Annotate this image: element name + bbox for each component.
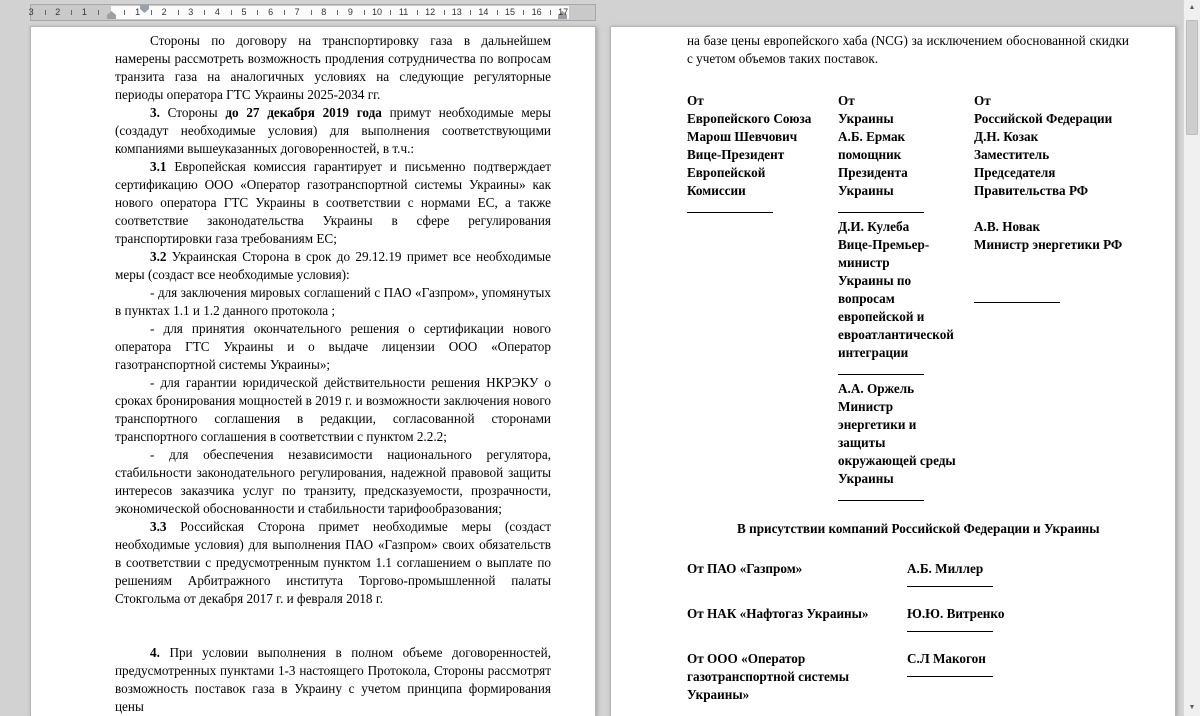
signature-text-line[interactable]: вопросам	[838, 291, 895, 306]
company-signatures	[687, 560, 1129, 704]
signature-gap	[974, 254, 1129, 272]
signature-underline-row	[838, 362, 974, 380]
paragraph[interactable]	[115, 158, 551, 248]
signature-text-line[interactable]: От	[687, 93, 704, 108]
paragraph-bold-segment: 3.3	[150, 519, 167, 534]
signature-text-line[interactable]: Комиссии	[687, 183, 746, 198]
signature-text-line[interactable]: европейской и	[838, 309, 925, 324]
ruler-number: 16	[531, 7, 542, 17]
company-signer-name[interactable]	[907, 650, 1129, 677]
signature-text-line[interactable]: интеграции	[838, 345, 909, 360]
signature-underline	[907, 631, 993, 632]
ruler-tick	[257, 10, 258, 15]
paragraph-bold-segment: 3.2	[150, 249, 167, 264]
signature-text-line[interactable]: А.А. Оржель	[838, 381, 915, 396]
ruler-number: 15	[504, 7, 516, 17]
document-page-left[interactable]	[30, 26, 596, 716]
signature-underline	[838, 488, 924, 501]
signature-underline-row	[838, 200, 974, 218]
paragraph-bold-segment: 3.1	[150, 159, 167, 174]
company-signature-row	[687, 560, 1129, 587]
signature-column	[687, 92, 838, 506]
ruler-number: 1	[135, 7, 141, 17]
paragraph-segment: - для обеспечения независимости национального регулятора, стабильности законодательного регулирования, надежной правовой защиты интересов заказчика услуг по транзиту, предсказуемости, прозрачности, экономической обоснованности и стабильности тарифообразования;	[115, 447, 551, 516]
ruler-number: 12	[425, 7, 436, 17]
ruler-tick	[337, 10, 338, 15]
paragraph[interactable]	[115, 446, 551, 518]
paragraph-bold-segment: 3.	[150, 105, 160, 120]
ruler-number: 2	[55, 7, 61, 17]
ruler[interactable]	[30, 4, 596, 21]
signature-text-line[interactable]: Президента	[838, 165, 908, 180]
signature-text-line[interactable]: Д.И. Кулеба	[838, 219, 910, 234]
ruler-number: 5	[241, 7, 247, 17]
signature-text-line[interactable]: Европейской	[687, 165, 766, 180]
scroll-down-icon[interactable]: ▼	[1188, 704, 1196, 711]
ruler-tick	[417, 10, 418, 15]
paragraph[interactable]	[115, 248, 551, 284]
company-label-line: От ООО «Оператор	[687, 651, 806, 666]
ruler-active-area	[111, 6, 569, 19]
signature-text-line[interactable]: А.Б. Ермак	[838, 129, 906, 144]
ruler-number: 7	[294, 7, 300, 17]
signature-text-line[interactable]: Министр	[838, 399, 894, 414]
paragraph[interactable]	[115, 104, 551, 158]
paragraph-bold-segment: 4.	[150, 645, 160, 660]
signature-columns	[687, 92, 1129, 506]
signature-text-line[interactable]: Правительства РФ	[974, 183, 1089, 198]
signature-underline	[838, 200, 924, 213]
ruler-tick	[390, 10, 391, 15]
signature-underline-row	[974, 290, 1129, 308]
ruler-tick	[71, 10, 72, 15]
company-label[interactable]	[687, 560, 907, 578]
signature-underline	[907, 586, 993, 587]
ruler-tick	[98, 10, 99, 15]
signature-text-line[interactable]: Европейского Союза	[687, 111, 812, 126]
ruler-number: 3	[188, 7, 194, 17]
signer-name-text: Ю.Ю. Витренко	[907, 606, 1005, 621]
paragraph-segment: Украинская Сторона в срок до 29.12.19 примет все необходимые меры (создаст все необходимые условия):	[115, 249, 551, 282]
company-label-line: газотранспортной системы	[687, 669, 850, 684]
signature-column	[974, 92, 1129, 506]
signature-text-line[interactable]: Заместитель	[974, 147, 1050, 162]
right-page-text	[687, 32, 1129, 704]
ruler-tick	[523, 10, 524, 15]
ruler-number: 11	[398, 7, 409, 17]
ruler-number: 10	[371, 7, 383, 17]
presence-line[interactable]: В присутствии компаний Российской Федерации и Украины	[737, 521, 1100, 536]
signature-gap	[974, 200, 1129, 218]
signature-gap	[974, 272, 1129, 290]
company-label-line: От НАК «Нафтогаз Украины»	[687, 606, 869, 621]
ruler-tick	[550, 10, 551, 15]
paragraph-segment: примут необходимые меры (создадут необходимые условия) для выполнения соответствующими компаниями вышеуказанных договоренностей, в т.ч.:	[115, 105, 552, 156]
company-label[interactable]	[687, 650, 907, 704]
signature-underline	[974, 290, 1060, 303]
ruler-tick	[124, 10, 125, 15]
signature-text-line[interactable]: министр	[838, 255, 890, 270]
ruler-tick	[497, 10, 498, 15]
paragraph-segment: Европейская комиссия гарантирует и письменно подтверждает сертификацию ООО «Оператор газотранспортной системы Украины» как нового оператора ГТС Украины в соответствии с нормами ЕС, а также соответствие законодательства Украины в сфере регулирования транспортировки газа требованиям ЕС;	[115, 159, 551, 246]
company-signer-name[interactable]	[907, 560, 1129, 587]
signature-text-line[interactable]: Украины	[838, 471, 894, 486]
paragraph-spacer	[115, 608, 551, 644]
paragraph-segment: При условии выполнения в полном объеме договоренностей, предусмотренных пунктами 1-3 настоящего Протокола, Стороны рассмотрят возможность поставок газа в Украину с учетом принципа формирования цены	[115, 645, 551, 714]
signature-underline	[687, 200, 773, 213]
ruler-number: 9	[347, 7, 353, 17]
signature-text-line[interactable]: Украины	[838, 183, 894, 198]
signature-text-line[interactable]: евроатлантической	[838, 327, 954, 342]
ruler-number: 2	[161, 7, 167, 17]
ruler-tick	[284, 10, 285, 15]
ruler-tick	[311, 10, 312, 15]
signer-name-text: С.Л Макогон	[907, 651, 986, 666]
paragraph-segment: Стороны	[159, 105, 226, 120]
signature-underline	[907, 676, 993, 677]
paragraph[interactable]	[115, 284, 551, 320]
ruler-number: 3	[28, 7, 34, 17]
paragraph-intro[interactable]: на базе цены европейского хаба (NCG) за исключением обоснованной скидки с учетом объемов таких поставок.	[687, 33, 1129, 66]
paragraph-segment: - для заключения мировых соглашений с ПАО «Газпром», упомянутых в пунктах 1.1 и 1.2 данного протокола ;	[115, 285, 551, 318]
paragraph[interactable]	[115, 32, 551, 104]
company-label-line: Украины»	[687, 687, 750, 702]
ruler-tick	[444, 10, 445, 15]
document-page-right[interactable]	[610, 26, 1176, 716]
paragraph-segment: Российская Сторона примет необходимые меры (создаст необходимые условия) для выполнения ПАО «Газпром» своих обязательств в соответствии с предусмотренным пунктом 1.1 соглашением о выплате по решениям Арбитражного института Торгово-промышленной палаты Стокгольма от декабря 2017 г. и февраля 2018 г.	[115, 519, 551, 606]
signature-underline-row	[838, 488, 974, 506]
ruler-number: 4	[214, 7, 220, 17]
signature-text-line[interactable]: Вице-Президент	[687, 147, 785, 162]
signature-underline-row	[687, 200, 838, 218]
signature-text-line[interactable]: Министр энергетики РФ	[974, 237, 1123, 252]
ruler-tick	[151, 10, 152, 15]
paragraph[interactable]	[115, 320, 551, 374]
signature-text-line[interactable]: окружающей среды	[838, 453, 956, 468]
signature-text-line[interactable]: А.В. Новак	[974, 219, 1041, 234]
ruler-number: 13	[451, 7, 462, 17]
signature-text-line[interactable]: Марош Шевчович	[687, 129, 798, 144]
company-label[interactable]	[687, 605, 907, 623]
company-signer-name[interactable]	[907, 605, 1129, 632]
ruler-number: 6	[268, 7, 274, 17]
ruler-tick	[204, 10, 205, 15]
signature-text-line[interactable]: Украины	[838, 111, 894, 126]
signature-text-line[interactable]: защиты	[838, 435, 886, 450]
signature-text-line[interactable]: Д.Н. Козак	[974, 129, 1039, 144]
ruler-number: 17	[558, 7, 569, 17]
ruler-tick	[45, 10, 46, 15]
left-page-text	[115, 32, 551, 716]
scrollbar-thumb[interactable]	[1186, 20, 1198, 135]
ruler-number: 1	[81, 7, 87, 17]
paragraph[interactable]	[115, 518, 551, 608]
ruler-tick	[231, 10, 232, 15]
ruler-tick	[364, 10, 365, 15]
paragraph[interactable]	[115, 374, 551, 446]
signature-underline	[838, 362, 924, 375]
company-signature-row	[687, 605, 1129, 632]
scroll-up-icon[interactable]: ▲	[1188, 4, 1196, 11]
ruler-number: 8	[321, 7, 327, 17]
paragraph-segment: Стороны по договору на транспортировку газа в дальнейшем намерены рассмотреть возможность продления сотрудничества по вопросам транзита газа на аналогичных условиях на следующие регуляторные периоды оператора ГТС Украины 2025-2034 гг.	[115, 33, 551, 102]
signature-text-line[interactable]: От	[838, 93, 855, 108]
signer-name-text: А.Б. Миллер	[907, 561, 984, 576]
signature-column	[838, 92, 974, 506]
signature-text-line[interactable]: помощник	[838, 147, 902, 162]
signature-text-line[interactable]: От	[974, 93, 991, 108]
paragraph-segment: - для принятия окончательного решения о сертификации нового оператора ГТС Украины и о выдаче лицензии ООО «Оператор газотранспортной системы Украины»;	[115, 321, 551, 372]
company-signature-row	[687, 650, 1129, 704]
company-label-line: От ПАО «Газпром»	[687, 561, 803, 576]
vertical-scrollbar[interactable]	[1183, 0, 1200, 716]
ruler-tick	[470, 10, 471, 15]
signature-text-line[interactable]: Председателя	[974, 165, 1056, 180]
ruler-tick	[178, 10, 179, 15]
signature-text-line[interactable]: Украины по	[838, 273, 912, 288]
ruler-number: 14	[478, 7, 489, 17]
signature-text-line[interactable]: Российской Федерации	[974, 111, 1113, 126]
paragraph-bold-segment: до 27 декабря 2019 года	[225, 105, 382, 120]
paragraph-segment: - для гарантии юридической действительности решения НКРЭКУ о сроках бронирования мощностей в 2019 г. и возможности заключения нового транспортного соглашения в редакции, согласованной сторонами транспортного соглашения в соответствии с пунктом 2.2.2;	[115, 375, 551, 444]
paragraph[interactable]	[115, 644, 551, 716]
signature-text-line[interactable]: Вице-Премьер-	[838, 237, 930, 252]
signature-text-line[interactable]: энергетики и	[838, 417, 917, 432]
